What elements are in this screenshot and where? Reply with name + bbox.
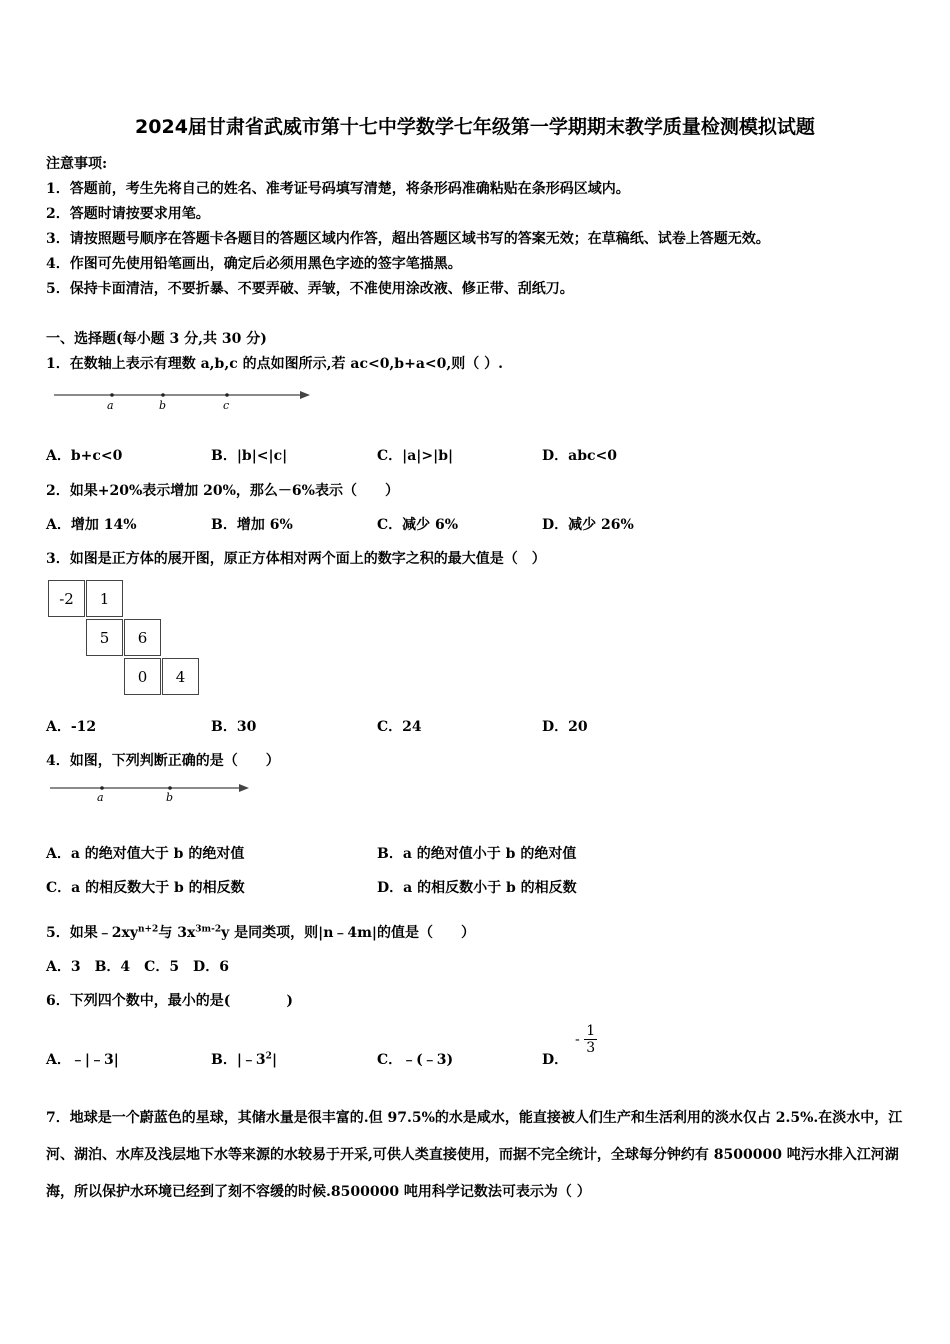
question-3-stem: 3．如图是正方体的展开图，原正方体相对两个面上的数字之积的最大值是（ ）: [46, 551, 546, 567]
option-a[interactable]: A．a 的绝对值大于 b 的绝对值: [46, 846, 245, 862]
option-a[interactable]: A．增加 14%: [46, 517, 137, 533]
fraction-neg-one-third: - $\frac{1}{3}$: [575, 1023, 596, 1056]
section-heading: 一、选择题(每小题 3 分,共 30 分): [46, 331, 267, 347]
option-d[interactable]: D．20: [542, 719, 588, 735]
option-b[interactable]: B．增加 6%: [211, 517, 293, 533]
option-d[interactable]: D．减少 26%: [542, 517, 634, 533]
question-5-options[interactable]: A．3 B．4 C．5 D．6: [46, 959, 229, 975]
cube-face: 0: [124, 658, 161, 695]
option-c[interactable]: C．减少 6%: [377, 517, 459, 533]
point-a: [110, 393, 114, 397]
option-c[interactable]: C．a 的相反数大于 b 的相反数: [46, 880, 245, 896]
cube-face: -2: [48, 580, 85, 617]
label-b: b: [166, 791, 174, 804]
notice-heading: 注意事项:: [46, 156, 108, 172]
question-5-stem: 5．如果$﹣2xy^{n+2}$与 $3x^{3m-2}y$ 是同类项，则|n﹣4m|的值是（ ）: [46, 924, 476, 941]
notice-item: 4．作图可先使用铅笔画出，确定后必须用黑色字迹的签字笔描黑。: [46, 256, 462, 272]
label-c: c: [223, 399, 230, 412]
point-c: [225, 393, 229, 397]
cube-face: 5: [86, 619, 123, 656]
question-4-stem: 4．如图，下列判断正确的是（ ）: [46, 753, 280, 769]
label-a: a: [97, 791, 104, 804]
option-d[interactable]: D．abc<0: [542, 448, 617, 464]
question-6-stem: 6．下列四个数中，最小的是( ): [46, 993, 293, 1009]
option-b[interactable]: B．a 的绝对值小于 b 的绝对值: [377, 846, 577, 862]
question-2-stem: 2．如果+20%表示增加 20%，那么－6%表示（ ）: [46, 483, 399, 499]
notice-item: 2．答题时请按要求用笔。: [46, 206, 210, 222]
cube-face: 4: [162, 658, 199, 695]
question-1-stem: 1．在数轴上表示有理数 a,b,c 的点如图所示,若 ac<0,b+a<0,则（ ）.: [46, 356, 503, 372]
option-a[interactable]: A．b+c<0: [46, 448, 123, 464]
option-b[interactable]: B．30: [211, 719, 257, 735]
option-c[interactable]: C．|a|>|b|: [377, 448, 454, 464]
option-a[interactable]: A．﹣|﹣3|: [46, 1052, 119, 1068]
option-d[interactable]: D．a 的相反数小于 b 的相反数: [377, 880, 577, 896]
point-a: [100, 786, 104, 790]
page-title: 2024届甘肃省武威市第十七中学数学七年级第一学期期末教学质量检测模拟试题: [135, 116, 815, 138]
point-b: [168, 786, 172, 790]
option-b[interactable]: B．$|﹣3^2|$: [211, 1051, 278, 1068]
option-c[interactable]: C．24: [377, 719, 422, 735]
cube-net: [48, 580, 208, 700]
number-line-q1: [50, 384, 320, 414]
cube-face: 6: [124, 619, 161, 656]
option-c[interactable]: C．﹣(﹣3): [377, 1052, 454, 1068]
notice-item: 1．答题前，考生先将自己的姓名、准考证号码填写清楚，将条形码准确粘贴在条形码区域内。: [46, 181, 630, 197]
option-b[interactable]: B．|b|<|c|: [211, 448, 288, 464]
label-a: a: [107, 399, 114, 412]
label-b: b: [159, 399, 167, 412]
notice-item: 5．保持卡面清洁，不要折暴、不要弄破、弄皱，不准使用涂改液、修正带、刮纸刀。: [46, 281, 574, 297]
option-a[interactable]: A．-12: [46, 719, 97, 735]
point-b: [161, 393, 165, 397]
question-7-text: 7．地球是一个蔚蓝色的星球，其储水量是很丰富的.但 97.5%的水是咸水，能直接被人们生产和生活利用的淡水仅占 2.5%.在淡水中，江河、湖泊、水库及浅层地下水等来源的水较易于开采,可供人类直接使用，而据不完全统计，全球每分钟约有 8500000 吨污水排入江河湖海，所以保护水环境已经到了刻不容缓的时候.8500000 吨用科学记数法可表示为（ ）: [46, 1110, 903, 1200]
cube-face: 1: [86, 580, 123, 617]
number-line-q4: [46, 778, 256, 808]
option-d[interactable]: D．: [542, 1052, 569, 1068]
notice-item: 3．请按照题号顺序在答题卡各题目的答题区域内作答，超出答题区域书写的答案无效；在草稿纸、试卷上答题无效。: [46, 231, 770, 247]
